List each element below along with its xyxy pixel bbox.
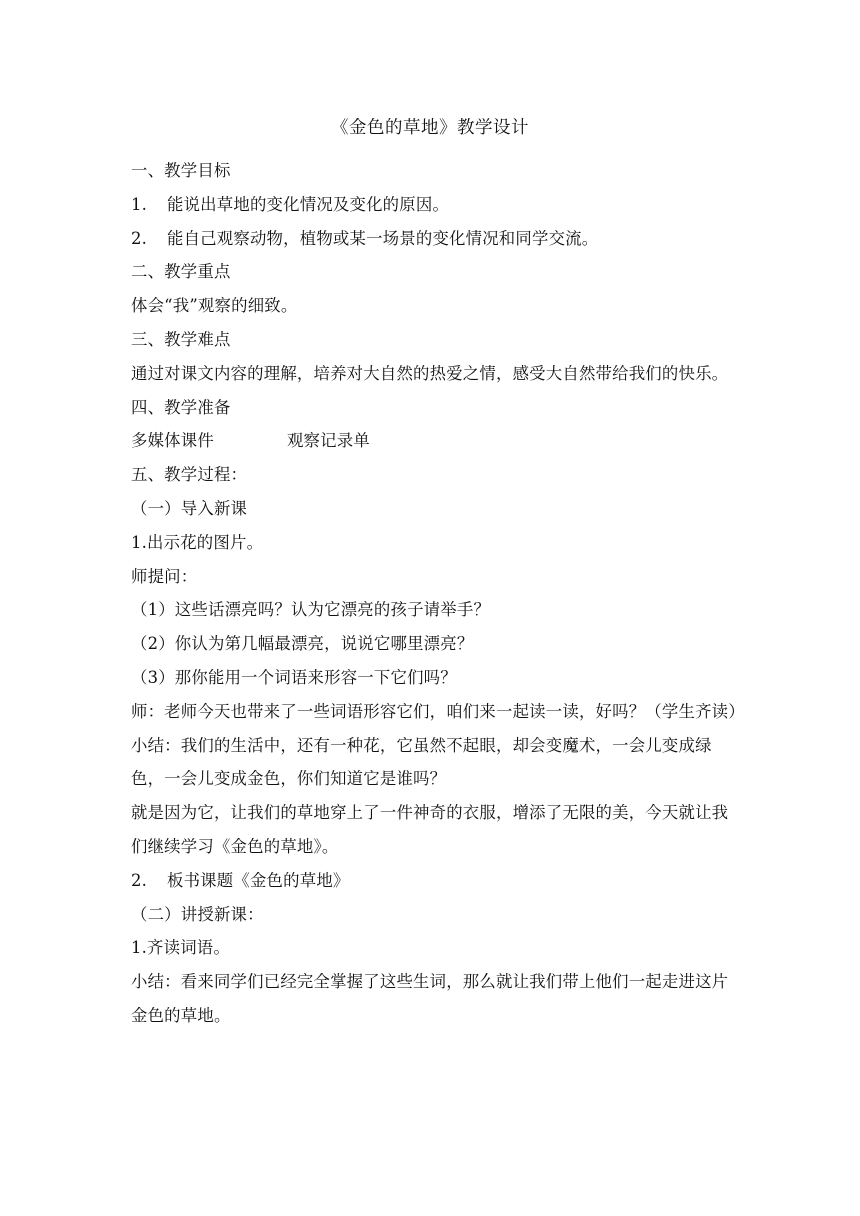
goal-item-1-number: 1. — [131, 194, 148, 214]
focus-text: 体会“我”观察的细致。 — [131, 296, 298, 316]
question-3: （3）那你能用一个词语来形容一下它们吗？ — [131, 667, 457, 687]
teacher-asks: 师提问： — [131, 566, 198, 586]
question-2: （2）你认为第几幅最漂亮，说说它哪里漂亮？ — [131, 634, 474, 654]
process-heading: 五、教学过程： — [131, 465, 248, 485]
part-1-heading: （一）导入新课 — [131, 498, 248, 518]
summary-1: 小结：我们的生活中，还有一种花，它虽然不起眼，却会变魔术，一会儿变成绿色，一会儿变成金色，你们知道它是谁吗？ — [131, 735, 712, 789]
step-read-words: 1.齐读词语。 — [131, 938, 230, 958]
question-1: （1）这些话漂亮吗？认为它漂亮的孩子请举手？ — [131, 600, 491, 620]
goal-item-2 — [131, 222, 741, 256]
document-body — [131, 154, 745, 1033]
prep-item-record-sheet: 观察记录单 — [286, 431, 370, 451]
step-board-title-number: 2. — [131, 870, 148, 890]
goals-heading: 一、教学目标 — [131, 161, 231, 180]
teacher-says: 师：老师今天也带来了一些词语形容它们，咱们来一起读一读，好吗？（学生齐读） — [131, 701, 745, 721]
goal-item-1 — [131, 188, 741, 222]
difficulty-heading: 三、教学难点 — [131, 329, 231, 349]
transition-text: 就是因为它，让我们的草地穿上了一件神奇的衣服，增添了无限的美，今天就让我们继续学习《金色的草地》。 — [131, 803, 729, 856]
prep-item-multimedia: 多媒体课件 — [131, 431, 214, 451]
goal-item-2-text: 能自己观察动物，植物或某一场景的变化情况和同学交流。 — [167, 228, 599, 248]
goal-item-1-text: 能说出草地的变化情况及变化的原因。 — [167, 194, 450, 214]
step-show-pictures: 1.出示花的图片。 — [131, 532, 264, 552]
step-board-title-text: 板书课题《金色的草地》 — [167, 870, 350, 890]
difficulty-text: 通过对课文内容的理解，培养对大自然的热爱之情，感受大自然带给我们的快乐。 — [131, 363, 729, 383]
goal-item-2-number: 2. — [131, 228, 148, 248]
summary-2: 小结：看来同学们已经完全掌握了这些生词，那么就让我们带上他们一起走进这片金色的草地。 — [131, 972, 729, 1025]
prep-heading: 四、教学准备 — [131, 397, 231, 417]
focus-heading: 二、教学重点 — [131, 262, 231, 282]
part-2-heading: （二）讲授新课： — [131, 904, 264, 924]
prep-items — [131, 424, 741, 458]
document-title: 《金色的草地》教学设计 — [331, 118, 529, 138]
step-board-title — [131, 864, 741, 898]
